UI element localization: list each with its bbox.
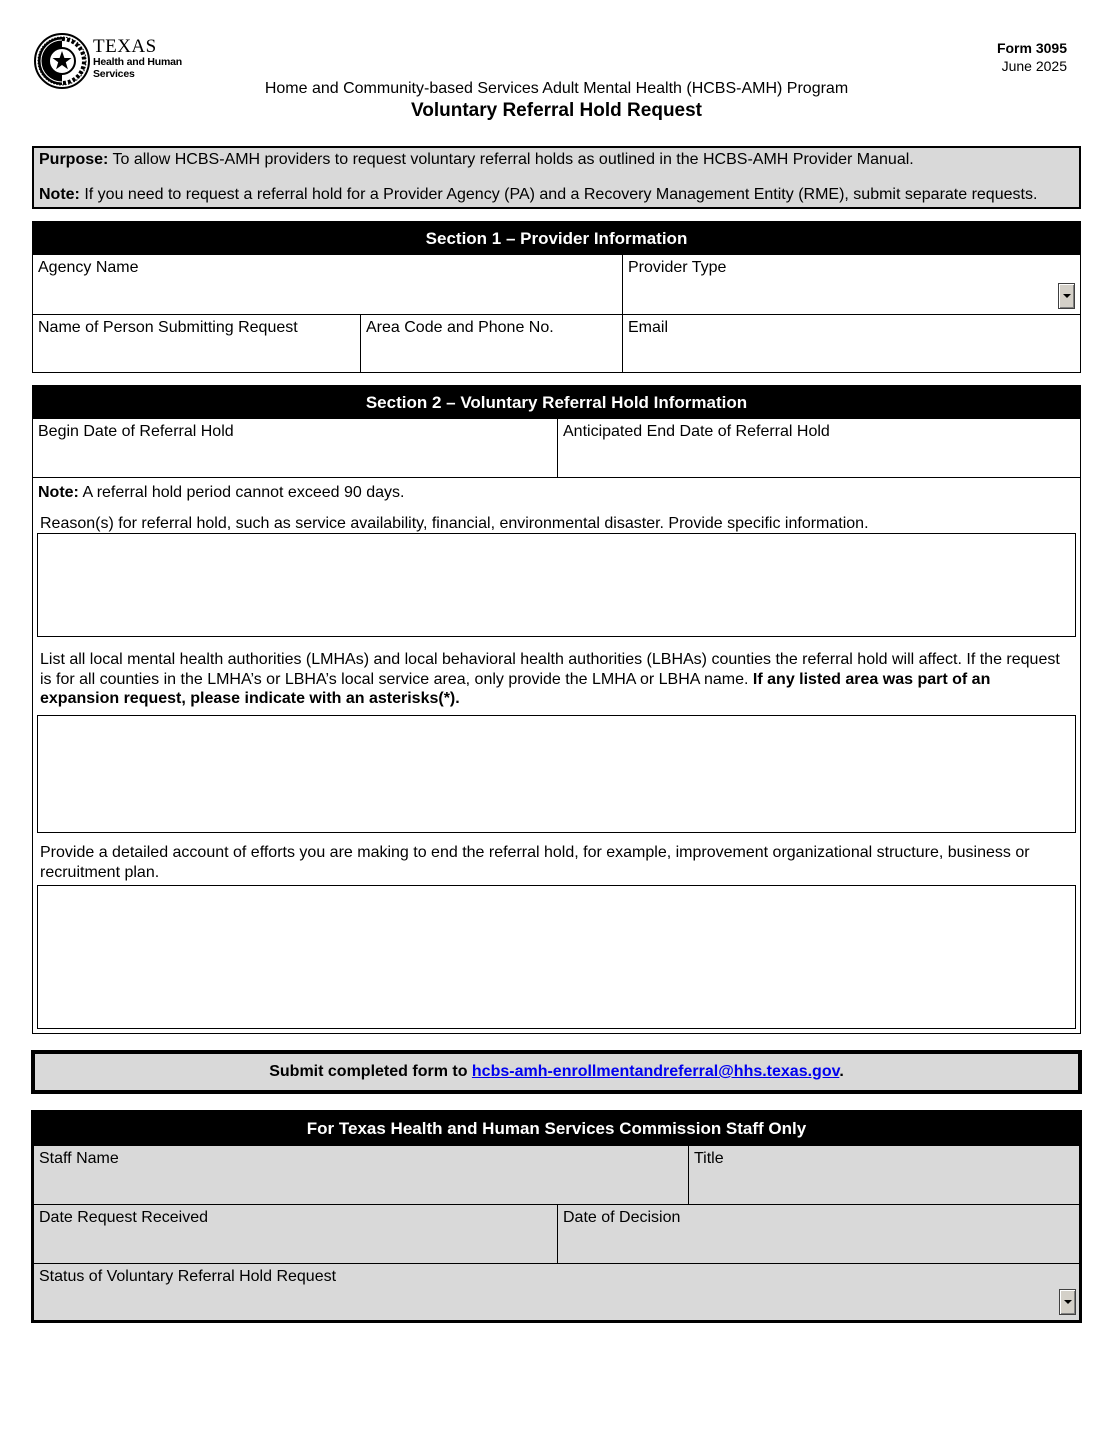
person-submitting-field[interactable]	[33, 315, 360, 372]
reasons-textbox[interactable]	[37, 533, 1076, 637]
form-identifier	[997, 39, 1067, 75]
note-text: A referral hold period cannot exceed 90 days.	[78, 484, 405, 501]
date-decision-input[interactable]	[563, 1237, 1049, 1259]
logo-texas: TEXAS	[93, 35, 157, 57]
date-decision-label: Date of Decision	[563, 1209, 681, 1226]
provider-type-label: Provider Type	[628, 259, 727, 276]
date-received-label: Date Request Received	[39, 1209, 208, 1226]
note-line	[39, 186, 1074, 204]
note-label: Note:	[39, 186, 80, 203]
provider-type-dropdown[interactable]	[1058, 283, 1075, 309]
status-label: Status of Voluntary Referral Hold Request	[39, 1268, 337, 1285]
section-1-heading: Section 1 – Provider Information	[33, 222, 1080, 255]
chevron-down-icon	[1063, 294, 1071, 298]
staff-title-label: Title	[694, 1150, 724, 1167]
lmha-prompt-text: List all local mental health authorities (LMHAs) and local behavioral health authorities (LBHAs) counties the referral hold will affect. If the request is for all counties in the LMHA’s or LBHA’s local service area, only provide the LMHA or LBHA name.	[40, 651, 1060, 688]
person-submitting-input[interactable]	[38, 346, 330, 368]
purpose-label: Purpose:	[39, 151, 109, 168]
staff-only-section	[31, 1110, 1082, 1323]
page-title: Voluntary Referral Hold Request	[410, 100, 703, 121]
end-date-field[interactable]	[557, 419, 1080, 477]
purpose-text: To allow HCBS-AMH providers to request voluntary referral holds as outlined in the HCBS-AMH Provider Manual.	[108, 151, 914, 168]
lmha-prompt-bold: If any listed area was part of an expansion request, please indicate with an asterisks(*).	[40, 670, 991, 707]
logo-line2: Services	[93, 67, 135, 80]
submit-instructions	[31, 1050, 1082, 1094]
staff-name-field[interactable]	[34, 1146, 688, 1204]
phone-field[interactable]	[360, 315, 622, 372]
email-label: Email	[628, 319, 669, 336]
date-received-input[interactable]	[39, 1237, 527, 1259]
logo-text	[93, 35, 182, 80]
person-submitting-label: Name of Person Submitting Request	[38, 319, 298, 336]
logo-line1: Health and Human	[93, 55, 182, 68]
provider-type-field[interactable]	[622, 255, 1080, 314]
email-field[interactable]	[622, 315, 1080, 372]
purpose-line	[39, 151, 1074, 169]
phone-input[interactable]	[366, 346, 592, 368]
section-referral-hold-information	[32, 385, 1081, 1034]
date-received-field[interactable]	[34, 1205, 557, 1263]
section-2-heading: Section 2 – Voluntary Referral Hold Information	[33, 386, 1080, 419]
reasons-textarea[interactable]	[38, 534, 1075, 636]
staff-name-input[interactable]	[39, 1178, 658, 1200]
email-input[interactable]	[628, 346, 1050, 368]
begin-date-input[interactable]	[38, 451, 527, 473]
submit-email-link[interactable]: hcbs-amh-enrollmentandreferral@hhs.texas.gov	[471, 1063, 840, 1080]
submit-trailing: .	[839, 1063, 844, 1080]
status-dropdown[interactable]	[1059, 1289, 1076, 1315]
note-text: If you need to request a referral hold for a Provider Agency (PA) and a Recovery Management Entity (RME), submit separate requests.	[79, 186, 1038, 203]
section-provider-information	[32, 221, 1081, 373]
staff-name-label: Staff Name	[39, 1150, 119, 1167]
form-number: Form 3095	[996, 40, 1067, 56]
begin-date-field[interactable]	[33, 419, 557, 477]
form-date: June 2025	[1001, 58, 1067, 74]
efforts-textarea[interactable]	[38, 886, 1075, 1028]
section-2-body	[33, 477, 1080, 1033]
purpose-box	[32, 146, 1081, 209]
efforts-prompt: Provide a detailed account of efforts you are making to end the referral hold, for example, improvement organizational structure, business or recruitment plan.	[40, 844, 1030, 881]
staff-title-input[interactable]	[694, 1178, 1049, 1200]
referral-hold-note	[38, 483, 404, 503]
submit-text: Submit completed form to	[269, 1063, 472, 1080]
agency-name-label: Agency Name	[38, 259, 139, 276]
efforts-textbox[interactable]	[37, 885, 1076, 1029]
begin-date-label: Begin Date of Referral Hold	[38, 423, 234, 440]
chevron-down-icon	[1064, 1300, 1072, 1304]
note-label: Note:	[38, 484, 79, 501]
date-decision-field[interactable]	[557, 1205, 1079, 1263]
staff-title-field[interactable]	[688, 1146, 1079, 1204]
end-date-input[interactable]	[563, 451, 1050, 473]
status-field[interactable]	[34, 1264, 1079, 1320]
lmha-textarea[interactable]	[38, 716, 1075, 832]
agency-name-input[interactable]	[38, 288, 592, 310]
end-date-label: Anticipated End Date of Referral Hold	[563, 423, 830, 440]
agency-name-field[interactable]	[33, 255, 622, 314]
lmha-textbox[interactable]	[37, 715, 1076, 833]
phone-label: Area Code and Phone No.	[366, 319, 554, 336]
lmha-prompt	[40, 650, 1070, 709]
program-name: Home and Community-based Services Adult Mental Health (HCBS-AMH) Program	[264, 80, 849, 97]
reasons-prompt: Reason(s) for referral hold, such as service availability, financial, environmental disaster. Provide specific information.	[40, 515, 869, 532]
staff-section-heading: For Texas Health and Human Services Commission Staff Only	[34, 1113, 1079, 1146]
